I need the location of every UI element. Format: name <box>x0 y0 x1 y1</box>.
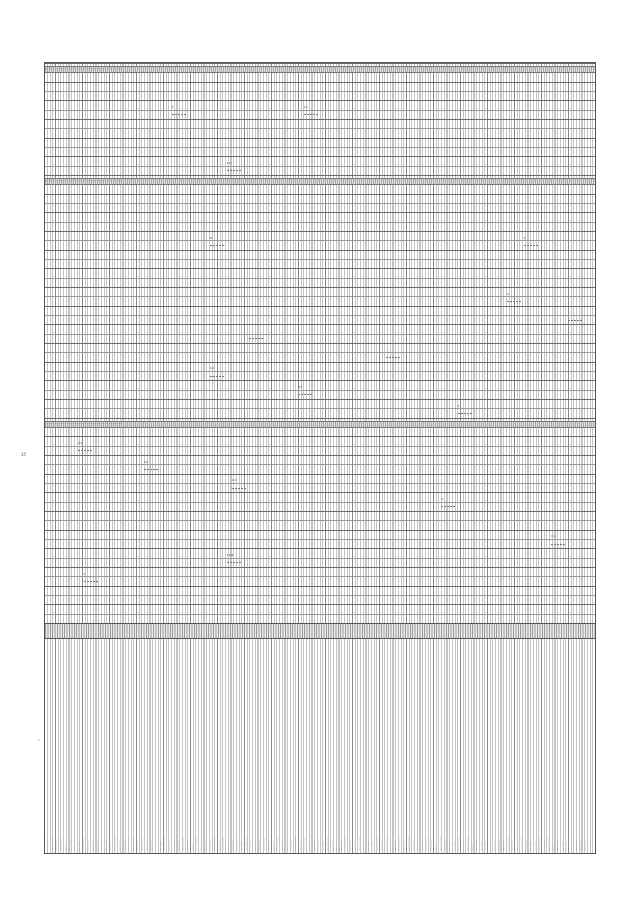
row-line <box>45 156 595 157</box>
row-subline <box>45 166 595 167</box>
column-label: ············ <box>502 841 506 851</box>
column-label: ············· <box>524 840 528 851</box>
row-line <box>45 548 595 549</box>
column-label: ············· <box>411 840 415 851</box>
grid-cell-value: 1 1 <box>210 367 215 371</box>
rotated-column-labels <box>45 639 595 853</box>
dense-text-band: ······································································································· <box>45 66 595 73</box>
row-subline <box>45 371 595 372</box>
column-label: ··········· <box>240 841 244 851</box>
column-label: ············· <box>511 840 515 851</box>
column-label: ·········· <box>389 842 393 851</box>
column-label: ············ <box>95 841 99 851</box>
column-label: ··············· <box>560 838 564 851</box>
column-label: ············· <box>443 840 447 851</box>
column-label: ············ <box>461 841 465 851</box>
column-label: ············· <box>556 840 560 851</box>
column-label: ················· <box>569 836 573 851</box>
row-subline <box>45 147 595 148</box>
row-line <box>45 268 595 269</box>
column-label: ············ <box>583 841 587 851</box>
column-label: ·················· <box>357 836 361 851</box>
column-label: ··········· <box>204 841 208 851</box>
column-label: ················ <box>303 837 307 851</box>
column-label: ············ <box>258 841 262 851</box>
column-label: ············· <box>348 840 352 851</box>
grid-cell-value: 2 <box>457 404 460 408</box>
column-label: ·········· <box>226 842 230 851</box>
grid-cell-value: 2 <box>171 105 174 109</box>
dense-text-band: ······································································································· <box>45 421 595 428</box>
column-label: ············ <box>298 841 302 851</box>
column-label: ··········· <box>565 841 569 851</box>
column-label: ·········· <box>308 842 311 851</box>
cell-underline <box>386 357 400 358</box>
column-label: ················ <box>466 837 470 851</box>
row-line <box>45 287 595 288</box>
cell-underline <box>232 488 246 489</box>
column-label: ············ <box>136 841 140 851</box>
row-subline <box>45 502 595 503</box>
grid-rows <box>45 63 595 623</box>
column-label: ·········· <box>515 842 519 851</box>
column-label: ············· <box>312 840 316 851</box>
row-line <box>45 586 595 587</box>
column-label: ··············· <box>235 838 239 851</box>
column-label: ················ <box>425 837 429 851</box>
row-subline <box>45 334 595 335</box>
row-line <box>45 324 595 325</box>
cell-underline <box>441 506 455 507</box>
row-subline <box>45 240 595 241</box>
cell-underline <box>568 320 582 321</box>
column-label: ··········· <box>321 841 325 851</box>
column-label: ·········· <box>551 842 555 851</box>
row-subline <box>45 520 595 521</box>
column-label: ················· <box>50 836 54 851</box>
row-line <box>45 63 595 64</box>
row-line <box>45 418 595 419</box>
column-label: ·············· <box>289 839 293 851</box>
column-label: ············ <box>177 841 180 851</box>
cell-underline <box>144 469 158 470</box>
column-label: ·············· <box>172 839 176 851</box>
column-label: ············ <box>217 841 221 851</box>
cell-underline <box>84 581 98 582</box>
cell-underline <box>172 114 186 115</box>
row-line <box>45 231 595 232</box>
row-line <box>45 119 595 120</box>
row-line <box>45 492 595 493</box>
column-label: ············· <box>199 840 203 851</box>
row-line <box>45 511 595 512</box>
row-line <box>45 212 595 213</box>
column-label: ············· <box>574 840 578 851</box>
spreadsheet-grid <box>44 62 596 854</box>
row-subline <box>45 539 595 540</box>
dense-text-band: ······································································································· <box>45 178 595 185</box>
row-line <box>45 455 595 456</box>
column-label: ·················· <box>195 836 199 851</box>
row-line <box>45 567 595 568</box>
grid-cell-value: 2 0 2 <box>226 553 234 557</box>
column-label: ············· <box>393 840 397 851</box>
cell-underline <box>227 170 241 171</box>
grid-cell-value: 1 <box>507 292 509 296</box>
column-label: ················ <box>140 837 144 851</box>
row-subline <box>45 315 595 316</box>
column-label: ·············· <box>208 839 212 851</box>
cell-underline <box>551 544 565 545</box>
row-line <box>45 604 595 605</box>
row-subline <box>45 203 595 204</box>
column-label: ············· <box>475 840 479 851</box>
column-label: ··············· <box>479 838 483 851</box>
column-label: ················ <box>506 837 510 851</box>
column-label: ··········· <box>484 841 488 851</box>
column-label: ·················· <box>276 836 280 851</box>
row-subline <box>45 446 595 447</box>
column-label: ················ <box>262 837 266 851</box>
row-line <box>45 474 595 475</box>
row-line <box>45 250 595 251</box>
cell-underline <box>524 245 538 246</box>
row-line <box>45 343 595 344</box>
column-label: ·········· <box>470 842 474 851</box>
row-line <box>45 399 595 400</box>
column-label: ·········· <box>434 842 438 851</box>
row-subline <box>45 222 595 223</box>
row-line <box>45 194 595 195</box>
column-label: ············· <box>168 840 171 851</box>
column-label: ············· <box>186 840 189 851</box>
column-label: ············· <box>267 840 271 851</box>
grid-cell-value: 2 <box>523 236 526 240</box>
grid-cell-value: 1 1 <box>303 105 308 109</box>
column-label: ·········· <box>190 842 194 851</box>
grid-cell-value: 1 1 <box>78 441 83 445</box>
column-label: ············ <box>542 841 546 851</box>
column-label: ·················· <box>520 836 524 851</box>
grid-cell-value: 1 1 <box>551 535 556 539</box>
cell-underline <box>507 301 521 302</box>
column-label: ··············· <box>317 838 320 851</box>
column-label: ············· <box>493 840 497 851</box>
row-line <box>45 306 595 307</box>
row-subline <box>45 614 595 615</box>
column-label: ················· <box>244 836 248 851</box>
row-line <box>45 436 595 437</box>
column-label: ············· <box>68 840 72 851</box>
column-label: ·················· <box>438 836 442 851</box>
row-subline <box>45 464 595 465</box>
cell-underline <box>298 394 312 395</box>
column-label: ················ <box>222 837 226 851</box>
row-subline <box>45 110 595 111</box>
grid-cell-value: 1 <box>83 572 86 576</box>
column-label: ············ <box>55 841 58 851</box>
column-label: ·············· <box>127 839 131 851</box>
column-label: ·············· <box>497 839 501 851</box>
cell-underline <box>210 245 224 246</box>
column-label: ················· <box>326 836 329 851</box>
column-label: ·········· <box>109 842 113 851</box>
row-line <box>45 82 595 83</box>
column-label: ·········· <box>145 842 149 851</box>
footer-header-band <box>45 623 595 639</box>
margin-page-mark: 35 <box>21 452 27 457</box>
column-label: ··············· <box>398 838 402 851</box>
column-label: ················· <box>538 836 542 851</box>
column-label: ············· <box>118 840 122 851</box>
cell-underline <box>210 376 224 377</box>
column-label: ·········· <box>64 842 68 851</box>
column-label: ·············· <box>452 839 456 851</box>
column-label: ·············· <box>91 839 95 851</box>
column-label: ·················· <box>113 836 117 851</box>
column-label: ··········· <box>122 841 126 851</box>
cell-underline <box>458 413 472 414</box>
row-subline <box>45 278 595 279</box>
column-label: ··········· <box>77 841 81 851</box>
column-label: ················ <box>547 837 551 851</box>
row-subline <box>45 128 595 129</box>
column-label: ················ <box>384 837 388 851</box>
row-subline <box>45 296 595 297</box>
cell-underline <box>227 562 241 563</box>
cell-underline <box>249 338 263 339</box>
column-label: ············· <box>330 840 334 851</box>
column-label: ············· <box>149 840 153 851</box>
row-line <box>45 175 595 176</box>
column-label: ·············· <box>46 839 49 851</box>
margin-side-tick: 1 <box>38 738 40 742</box>
column-label: ·············· <box>533 839 537 851</box>
column-label: ············· <box>362 840 366 851</box>
grid-cell-value: 2 <box>441 497 443 501</box>
column-label: ··············· <box>154 838 158 851</box>
column-label: ················ <box>59 837 63 851</box>
column-label: ················· <box>213 836 217 851</box>
column-label: ·············· <box>371 839 375 851</box>
row-subline <box>45 352 595 353</box>
row-subline <box>45 259 595 260</box>
column-label: ··········· <box>366 841 370 851</box>
column-label: ·············· <box>335 839 339 851</box>
column-label: ················· <box>375 836 379 851</box>
column-label: ············· <box>104 840 108 851</box>
column-label: ·········· <box>271 842 275 851</box>
column-label: ············ <box>339 841 343 851</box>
row-subline <box>45 408 595 409</box>
row-line <box>45 530 595 531</box>
grid-cell-value: · · · · <box>386 348 392 352</box>
row-subline <box>45 483 595 484</box>
column-label: ················ <box>344 837 348 851</box>
column-label: ················· <box>82 836 86 851</box>
row-line <box>45 138 595 139</box>
grid-cell-value: · · <box>567 311 570 315</box>
column-label: ················ <box>100 837 104 851</box>
column-label: ··········· <box>402 841 406 851</box>
grid-cell-value: 2 0 <box>144 460 149 464</box>
grid-cell-value: 2 2 <box>298 385 303 389</box>
grid-cell-value: · · · · <box>248 329 254 333</box>
row-line <box>45 100 595 101</box>
column-label: ················· <box>488 836 492 851</box>
column-label: ············· <box>231 840 235 851</box>
column-label: ················ <box>181 837 185 851</box>
cell-underline <box>78 450 92 451</box>
row-subline <box>45 595 595 596</box>
column-label: ·············· <box>579 839 582 851</box>
row-subline <box>45 558 595 559</box>
column-label: ··········· <box>529 841 533 851</box>
column-label: ················· <box>294 836 298 851</box>
column-label: ·············· <box>416 839 420 851</box>
column-label: ··········· <box>448 841 451 851</box>
grid-cell-value: 2 0 <box>226 161 231 165</box>
column-label: ··············· <box>73 838 77 851</box>
column-label: ············ <box>380 841 384 851</box>
column-label: ············· <box>429 840 433 851</box>
column-label: ············· <box>86 840 90 851</box>
column-label: ·········· <box>353 842 357 851</box>
row-subline <box>45 390 595 391</box>
column-label: ················· <box>163 836 167 851</box>
cell-underline <box>304 114 318 115</box>
column-label: ············ <box>420 841 424 851</box>
column-label: ············· <box>280 840 284 851</box>
column-label: ··········· <box>158 841 162 851</box>
row-subline <box>45 576 595 577</box>
column-label: ··········· <box>285 841 289 851</box>
column-label: ················· <box>131 836 135 851</box>
row-line <box>45 380 595 381</box>
column-label: ············· <box>249 840 253 851</box>
row-line <box>45 362 595 363</box>
column-label: ·············· <box>253 839 257 851</box>
grid-cell-value: 1 1 <box>232 479 237 483</box>
grid-cell-value: 8 <box>210 236 212 240</box>
column-label: ················· <box>407 836 411 851</box>
column-label: ················· <box>457 836 460 851</box>
row-subline <box>45 91 595 92</box>
